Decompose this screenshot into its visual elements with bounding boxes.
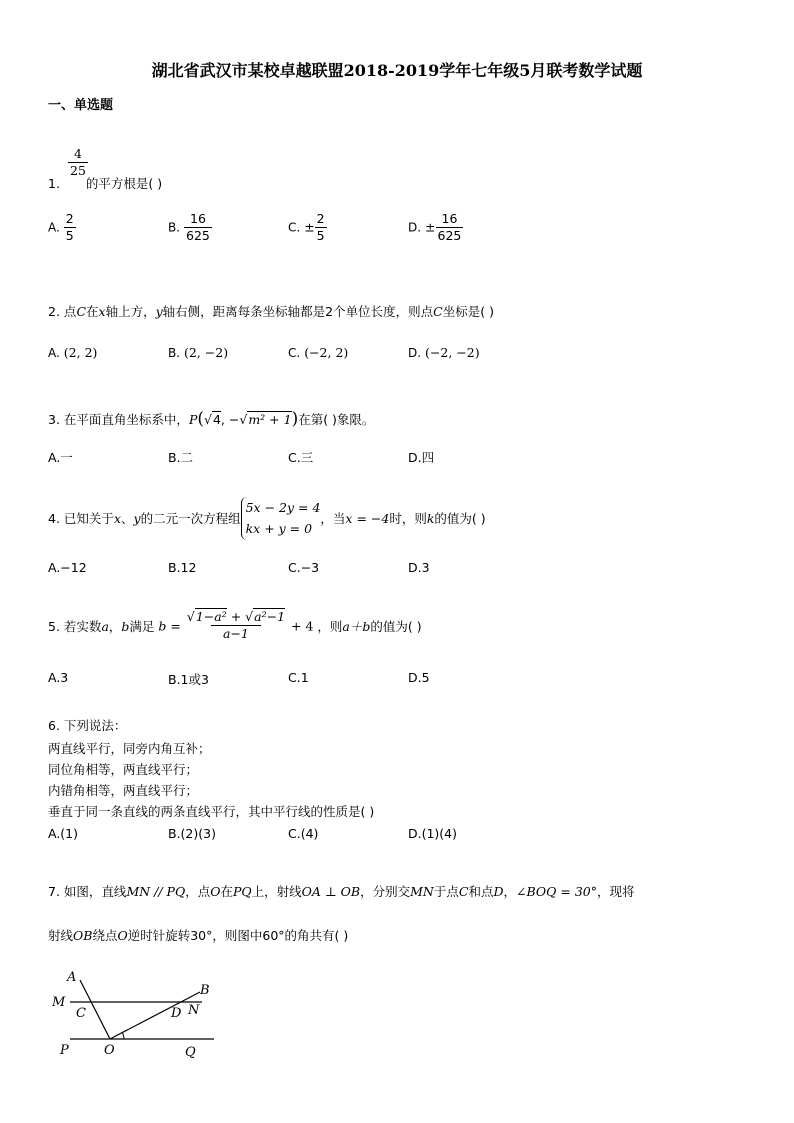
text: 的二元一次方程组 xyxy=(140,511,241,527)
math-var: k xyxy=(426,511,435,527)
math-var: C xyxy=(76,304,87,319)
q2-option-d[interactable] xyxy=(408,345,480,360)
math-var: OB xyxy=(73,928,93,943)
q2-option-a[interactable] xyxy=(48,345,97,360)
math-var: MN xyxy=(410,884,434,899)
fraction-denominator: a−1 xyxy=(211,625,261,641)
question-number: 1. xyxy=(48,176,60,191)
math-var: x xyxy=(98,304,106,319)
question-4-stem xyxy=(48,497,486,540)
text: 逆时针旋转30°，则图中60°的角共有( ) xyxy=(127,928,349,943)
option-label: B. xyxy=(168,220,181,235)
question-3-stem: 3. 在平面直角坐标系中，P(√4, −√m² + 1)在第( )象限。 xyxy=(48,409,375,429)
question-number: 3. xyxy=(48,412,60,427)
text: ， xyxy=(503,884,517,899)
question-number: 7. xyxy=(48,884,60,899)
text: 若实数 xyxy=(63,618,102,634)
text: 射线 xyxy=(48,928,74,943)
q4-suffix xyxy=(320,509,485,527)
q6-statement-2: 同位角相等，两直线平行； xyxy=(48,762,199,777)
q1-option-a[interactable] xyxy=(48,212,76,244)
text: 上，射线 xyxy=(251,884,302,899)
angle-arc xyxy=(122,1032,124,1039)
q3-option-c[interactable]: C.三 xyxy=(288,450,314,465)
question-1-stem xyxy=(48,174,162,192)
option-label: C. xyxy=(288,220,301,235)
math-expr: x = −4 xyxy=(345,511,390,527)
option-label: B. xyxy=(168,346,181,360)
numerator: 2 xyxy=(65,211,74,226)
q5-option-b[interactable]: B.1或3 xyxy=(168,672,209,687)
numerator: 2 xyxy=(316,211,325,226)
math-var: O xyxy=(210,884,221,899)
question-number: 2. xyxy=(48,304,60,319)
text: 点 xyxy=(63,304,77,319)
q2-option-c[interactable] xyxy=(288,345,348,360)
text: 在平面直角坐标系中， xyxy=(63,412,189,427)
q7-geometry-figure xyxy=(52,966,222,1061)
option-value: (2, 2) xyxy=(63,345,98,360)
text: 轴上方， xyxy=(105,304,156,319)
q3-option-a[interactable]: A.一 xyxy=(48,450,73,465)
q4-option-c[interactable]: C.−3 xyxy=(288,560,320,575)
q4-option-a[interactable]: A.−12 xyxy=(48,560,87,575)
q6-statement-3: 内错角相等，两直线平行； xyxy=(48,783,199,798)
text: ， xyxy=(108,618,122,634)
question-number: 5. xyxy=(48,618,60,634)
fraction-numerator: √1−a² + √a²−1 xyxy=(186,609,286,624)
question-2-stem xyxy=(48,302,494,320)
text: 在第( )象限。 xyxy=(298,412,375,427)
math-var: PQ xyxy=(232,884,252,899)
math-expr: a＋b xyxy=(342,618,371,634)
label-q: Q xyxy=(185,1045,196,1060)
question-text: 的平方根是( ) xyxy=(85,176,163,191)
text: ，点 xyxy=(185,884,211,899)
option-value: (−2, −2) xyxy=(425,345,480,360)
question-number: 4. xyxy=(48,511,60,527)
radicand: m² + 1 xyxy=(248,412,292,427)
text: 在 xyxy=(86,304,99,319)
denominator: 625 xyxy=(437,228,462,244)
option-value: (2, −2) xyxy=(184,345,229,360)
text: ，当 xyxy=(320,511,346,527)
label-o: O xyxy=(104,1043,115,1058)
label-p: P xyxy=(60,1043,69,1058)
text: 坐标是( ) xyxy=(442,304,494,319)
q6-option-a[interactable]: A.(1) xyxy=(48,826,79,841)
q5-option-a[interactable]: A.3 xyxy=(48,670,69,685)
text: 满足 xyxy=(129,618,155,634)
math-var: P xyxy=(188,412,198,427)
option-fraction xyxy=(436,212,464,244)
q5-suffix xyxy=(317,619,421,634)
math-var: O xyxy=(117,928,128,943)
q5-option-d[interactable]: D.5 xyxy=(408,670,430,685)
math-var: C xyxy=(458,884,469,899)
denominator: 5 xyxy=(65,228,74,244)
plus-minus-sign: ± xyxy=(304,219,315,235)
radicand: 1−a² xyxy=(195,609,227,624)
math-var: D xyxy=(493,884,504,899)
q4-prefix xyxy=(48,509,241,527)
q5-fraction xyxy=(185,610,287,642)
q1-option-c[interactable] xyxy=(288,212,327,244)
math-var: b xyxy=(121,618,130,634)
text: ，分别交 xyxy=(360,884,411,899)
q6-option-c[interactable]: C.(4) xyxy=(288,826,319,841)
plus-minus-sign: ± xyxy=(425,219,436,235)
text: 已知关于 xyxy=(63,511,114,527)
option-fraction xyxy=(184,212,212,244)
q4-option-b[interactable]: B.12 xyxy=(168,560,197,575)
math-var: a xyxy=(101,618,109,634)
question-6-intro: 6. 下列说法： xyxy=(48,718,127,733)
section-heading: 一、单选题 xyxy=(48,98,114,113)
q3-option-b[interactable]: B.二 xyxy=(168,450,194,465)
q2-option-b[interactable] xyxy=(168,345,228,360)
text: ，现将 xyxy=(596,884,635,899)
question-7-stem-line-2 xyxy=(48,926,348,944)
text: 的值为( ) xyxy=(434,511,486,527)
math-var: C xyxy=(433,304,443,319)
math-expr: ∠BOQ = 30° xyxy=(516,884,597,899)
text: 如图，直线 xyxy=(63,884,127,899)
equation-system xyxy=(241,497,321,540)
q5-option-c[interactable]: C.1 xyxy=(288,670,309,685)
option-label: D. xyxy=(408,220,422,235)
equation-tail: + 4 xyxy=(291,618,314,634)
q5-prefix xyxy=(48,617,154,635)
text: 时，则 xyxy=(389,511,427,527)
label-n: N xyxy=(188,1003,200,1018)
q4-option-d[interactable]: D.3 xyxy=(408,560,430,575)
fraction-numerator: 4 xyxy=(73,146,82,161)
math-var: y xyxy=(133,511,141,527)
text: 的值为( ) xyxy=(370,618,422,634)
math-expr: MN // PQ xyxy=(126,884,186,899)
text: 在 xyxy=(220,884,233,899)
math-var: y xyxy=(155,304,163,319)
numerator: 16 xyxy=(190,211,206,226)
radicand: 4 xyxy=(212,412,221,427)
q6-option-d[interactable]: D.(1)(4) xyxy=(408,826,458,841)
label-c: C xyxy=(76,1006,86,1021)
q6-statement-1: 两直线平行，同旁内角互补； xyxy=(48,741,211,756)
ray-ob xyxy=(110,992,200,1039)
text: ，则 xyxy=(317,618,343,634)
option-label: D. xyxy=(408,346,422,360)
text: 、 xyxy=(121,511,134,527)
math-var: x xyxy=(113,511,121,527)
denominator: 5 xyxy=(316,228,325,244)
option-value: (−2, 2) xyxy=(304,345,349,360)
label-a: A xyxy=(67,970,77,985)
equation-lhs: b = xyxy=(158,618,181,634)
option-fraction xyxy=(315,212,327,244)
numerator: 16 xyxy=(441,211,458,226)
q6-statement-4: 垂直于同一条直线的两条直线平行，其中平行线的性质是( ) xyxy=(48,804,375,819)
equation-1: 5x − 2y = 4 xyxy=(245,500,321,515)
equation-2: kx + y = 0 xyxy=(245,521,313,537)
question-7-stem-line-1 xyxy=(48,882,635,900)
q1-option-d[interactable] xyxy=(408,212,463,244)
fraction-denominator: 25 xyxy=(70,163,86,179)
label-d: D xyxy=(171,1006,182,1021)
option-label: A. xyxy=(48,220,60,235)
text: 和点 xyxy=(468,884,494,899)
plus-sign: + xyxy=(230,609,242,624)
question-5-stem xyxy=(48,610,422,642)
text: 轴右侧，距离每条坐标轴都是2个单位长度，则点 xyxy=(162,304,434,319)
radicand: a²−1 xyxy=(254,609,286,624)
option-label: C. xyxy=(288,346,301,360)
text: 于点 xyxy=(433,884,459,899)
page-title: 湖北省武汉市某校卓越联盟2018-2019学年七年级5月联考数学试题 xyxy=(151,61,643,80)
math-expr: OA ⊥ OB xyxy=(301,884,361,899)
q3-option-d[interactable]: D.四 xyxy=(408,450,435,465)
denominator: 625 xyxy=(186,228,210,244)
option-fraction xyxy=(64,212,76,244)
label-m: M xyxy=(52,995,66,1010)
q1-option-b[interactable] xyxy=(168,212,212,244)
option-label: A. xyxy=(48,346,60,360)
text: 绕点 xyxy=(92,928,118,943)
label-b: B xyxy=(200,983,210,998)
q6-option-b[interactable]: B.(2)(3) xyxy=(168,826,216,841)
